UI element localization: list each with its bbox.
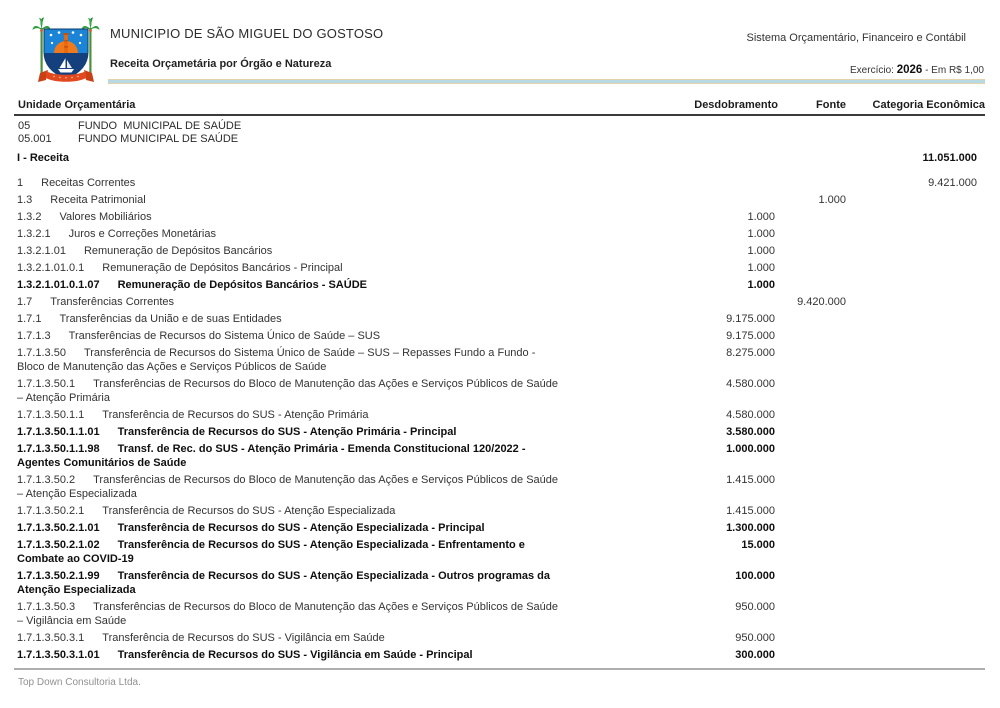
row-value: 1.000	[747, 228, 775, 240]
row-value: 1.415.000	[726, 505, 775, 517]
table-row	[17, 569, 985, 597]
table-rows	[17, 176, 985, 665]
table-row	[17, 193, 985, 207]
row-value: 1.000	[747, 211, 775, 223]
row-value: 9.175.000	[726, 330, 775, 342]
row-code: 1.7.1.3.50.2	[17, 474, 76, 486]
unit-rows	[18, 120, 241, 146]
row-description: Transferências de Recursos do Sistema Único de Saúde – SUS	[68, 330, 381, 342]
row-description: Transferência de Recursos do SUS - Atenção Especializada	[102, 505, 396, 517]
row-description: Transf. de Rec. do SUS - Atenção Primária - Emenda Constitucional 120/2022 - Agentes Comunitários de Saúde	[17, 443, 526, 469]
table-row	[17, 425, 985, 439]
section-row-receita	[17, 152, 985, 164]
exercise-year: 2026	[896, 64, 923, 76]
row-code: 1.7.1.3.50.2.1.01	[17, 522, 100, 534]
column-header-rule	[14, 114, 985, 116]
row-code: 1.3.2	[17, 211, 42, 223]
row-value: 1.415.000	[726, 474, 775, 486]
table-row	[17, 210, 985, 224]
row-description: Receitas Correntes	[41, 177, 136, 189]
table-row	[17, 631, 985, 645]
row-description: Transferências de Recursos do Bloco de Manutenção das Ações e Serviços Públicos de Saúde – Atenção Especializada	[17, 474, 559, 500]
exercise-line	[850, 64, 984, 76]
row-value: 1.300.000	[726, 522, 775, 534]
table-row	[17, 244, 985, 258]
table-row	[17, 329, 985, 343]
row-code: 1.7.1.3.50.1.1	[17, 409, 85, 421]
row-value: 950.000	[735, 601, 775, 613]
row-value: 1.000	[818, 194, 846, 206]
row-description: Transferência de Recursos do SUS - Atenção Especializada - Outros programas da Atenção Especializada	[17, 570, 550, 596]
table-row	[17, 408, 985, 422]
header-divider	[108, 79, 985, 84]
row-code: 1.7.1.3.50.2.1.99	[17, 570, 100, 582]
row-description: Transferência de Recursos do SUS - Atenção Primária - Principal	[117, 426, 457, 438]
table-row	[17, 227, 985, 241]
row-code: 1.7.1.3.50.3	[17, 601, 76, 613]
unit-row	[18, 120, 241, 133]
row-code: 1.7.1.3.50.3.1	[17, 632, 85, 644]
row-value: 1.000	[747, 262, 775, 274]
row-description: Remuneração de Depósitos Bancários - Principal	[102, 262, 343, 274]
row-description: Transferências da União e de suas Entidades	[59, 313, 282, 325]
table-row	[17, 600, 985, 628]
row-value: 4.580.000	[726, 409, 775, 421]
column-fonte: Fonte	[816, 99, 846, 111]
table-row	[17, 442, 985, 470]
row-value: 3.580.000	[726, 426, 775, 438]
column-desdobramento: Desdobramento	[694, 99, 778, 111]
row-code: 1.7.1.3	[17, 330, 51, 342]
row-value: 1.000.000	[726, 443, 775, 455]
table-row	[17, 278, 985, 292]
row-description: Transferência de Recursos do SUS - Atenção Especializada - Enfrentamento e Combate ao COVID-19	[17, 539, 525, 565]
municipal-coat-of-arms-logo	[32, 16, 100, 88]
row-code: 1.3.2.1	[17, 228, 51, 240]
table-row	[17, 295, 985, 309]
column-categoria-economica: Categoria Econômica	[872, 99, 985, 111]
row-value: 15.000	[741, 539, 775, 551]
row-code: 1.7.1.3.50	[17, 347, 66, 359]
footer-vendor-name: Top Down Consultoria Ltda.	[18, 677, 141, 688]
row-code: 1.3.2.1.01	[17, 245, 66, 257]
municipality-name: MUNICIPIO DE SÃO MIGUEL DO GOSTOSO	[110, 26, 384, 41]
row-code: 1.3.2.1.01.0.1.07	[17, 279, 100, 291]
table-row	[17, 261, 985, 275]
row-value: 1.000	[747, 279, 775, 291]
unit-code: 05.001	[18, 133, 52, 145]
table-row	[17, 504, 985, 518]
row-description: Transferências de Recursos do Bloco de Manutenção das Ações e Serviços Públicos de Saúde – Vigilância em Saúde	[17, 601, 559, 627]
row-description: Receita Patrimonial	[50, 194, 146, 206]
row-value: 100.000	[735, 570, 775, 582]
table-column-headers	[17, 99, 985, 112]
row-value: 9.175.000	[726, 313, 775, 325]
row-description: Transferência de Recursos do SUS - Atenção Especializada - Principal	[117, 522, 485, 534]
shield	[44, 29, 88, 79]
row-code: 1.7.1.3.50.2.1.02	[17, 539, 100, 551]
table-row	[17, 648, 985, 662]
row-value: 8.275.000	[726, 347, 775, 359]
row-value: 1.000	[747, 245, 775, 257]
row-description: Remuneração de Depósitos Bancários	[83, 245, 273, 257]
row-code: 1.7.1.3.50.1.1.01	[17, 426, 100, 438]
row-code: 1.7.1.3.50.3.1.01	[17, 649, 100, 661]
table-row	[17, 312, 985, 326]
unit-name: FUNDO MUNICIPAL DE SAÚDE	[78, 120, 242, 132]
footer-divider	[14, 668, 985, 670]
row-description: Transferências Correntes	[50, 296, 174, 308]
row-code: 1.3	[17, 194, 33, 206]
row-description: Transferência de Recursos do SUS - Atenção Primária	[102, 409, 369, 421]
section-total-value: 11.051.000	[922, 152, 977, 164]
unit-name: FUNDO MUNICIPAL DE SAÚDE	[78, 133, 239, 145]
report-title: Receita Orçametária por Órgão e Natureza	[110, 58, 332, 70]
table-row	[17, 538, 985, 566]
row-description: Juros e Correções Monetárias	[68, 228, 216, 240]
section-label: I - Receita	[17, 152, 69, 164]
table-row	[17, 377, 985, 405]
row-description: Remuneração de Depósitos Bancários - SAÚDE	[117, 279, 367, 291]
row-code: 1.7.1.3.50.2.1	[17, 505, 85, 517]
row-description: Transferência de Recursos do SUS - Vigilância em Saúde	[102, 632, 385, 644]
table-row	[17, 346, 985, 374]
row-value: 9.421.000	[928, 177, 977, 189]
row-description: Valores Mobiliários	[59, 211, 152, 223]
table-row	[17, 521, 985, 535]
row-value: 4.580.000	[726, 378, 775, 390]
exercise-label: Exercício:	[850, 65, 894, 76]
row-description: Transferências de Recursos do Bloco de Manutenção das Ações e Serviços Públicos de Saúde – Atenção Primária	[17, 378, 559, 404]
row-code: 1.3.2.1.01.0.1	[17, 262, 85, 274]
table-row	[17, 176, 985, 190]
row-code: 1	[17, 177, 24, 189]
exercise-suffix: - Em R$ 1,00	[922, 65, 984, 76]
unit-code: 05	[18, 120, 31, 132]
row-code: 1.7.1	[17, 313, 42, 325]
unit-row	[18, 133, 241, 146]
row-code: 1.7	[17, 296, 33, 308]
row-description: Transferência de Recursos do Sistema Único de Saúde – SUS – Repasses Fundo a Fundo - Bloco de Manutenção das Ações e Serviços Públicos de Saúde	[17, 347, 536, 373]
table-row	[17, 473, 985, 501]
system-name: Sistema Orçamentário, Financeiro e Contábil	[746, 32, 966, 44]
row-code: 1.7.1.3.50.1.1.98	[17, 443, 100, 455]
row-value: 300.000	[735, 649, 775, 661]
row-code: 1.7.1.3.50.1	[17, 378, 76, 390]
row-value: 9.420.000	[797, 296, 846, 308]
row-description: Transferência de Recursos do SUS - Vigilância em Saúde - Principal	[117, 649, 473, 661]
row-value: 950.000	[735, 632, 775, 644]
column-unidade-orcamentaria: Unidade Orçamentária	[18, 99, 136, 111]
